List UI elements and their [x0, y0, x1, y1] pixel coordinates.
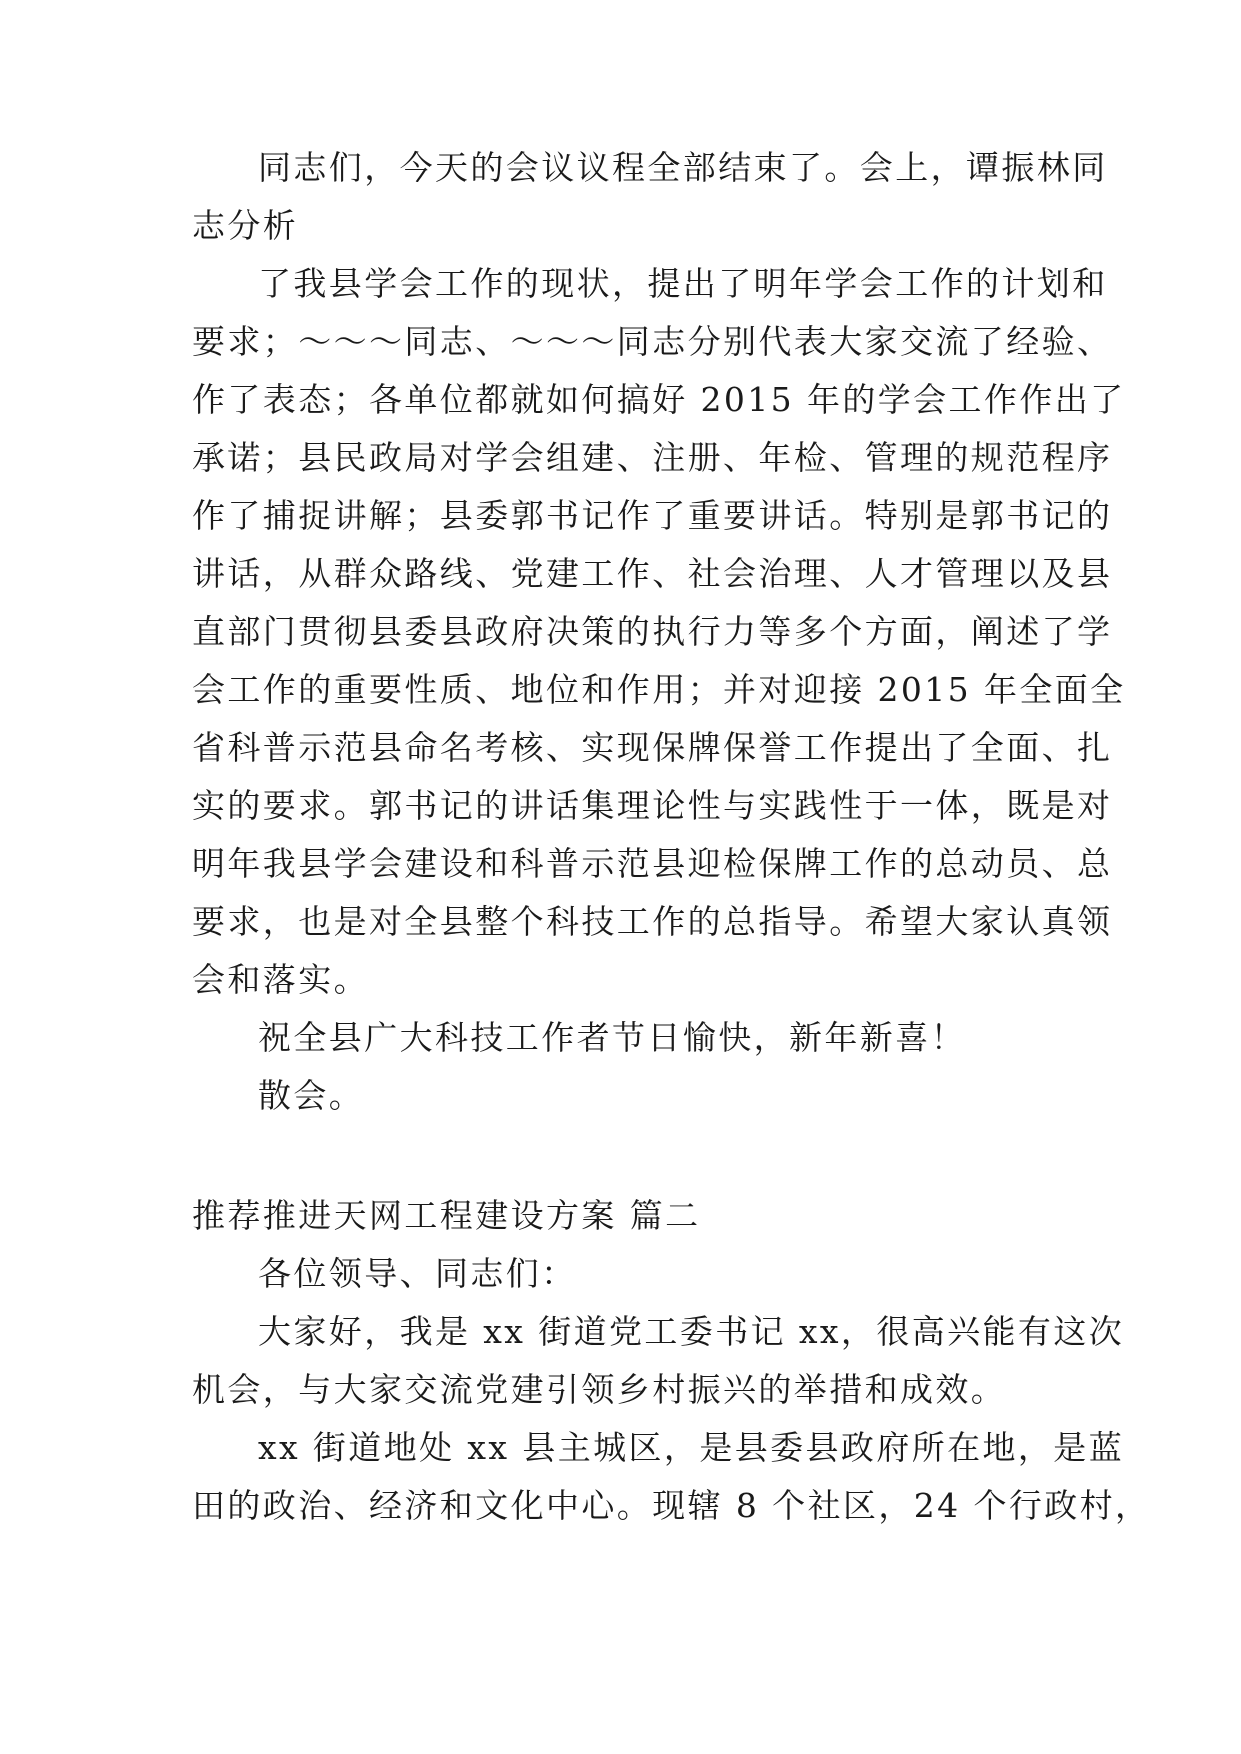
- closing-line: 散会。: [258, 1076, 365, 1115]
- paragraph-line: 明年我县学会建设和科普示范县迎检保牌工作的总动员、总: [192, 844, 1113, 883]
- paragraph-line: xx 街道地处 xx 县主城区，是县委县政府所在地，是蓝: [258, 1428, 1125, 1467]
- section-heading: 推荐推进天网工程建设方案 篇二: [192, 1196, 701, 1235]
- paragraph-line: 机会，与大家交流党建引领乡村振兴的举措和成效。: [192, 1370, 1007, 1409]
- paragraph-line: 会和落实。: [192, 960, 369, 999]
- paragraph-line: 会工作的重要性质、地位和作用；并对迎接 2015 年全面全: [192, 670, 1126, 709]
- paragraph-line: 直部门贯彻县委县政府决策的执行力等多个方面，阐述了学: [192, 612, 1113, 651]
- paragraph-line: 田的政治、经济和文化中心。现辖 8 个社区，24 个行政村，: [192, 1486, 1151, 1525]
- paragraph-line: 了我县学会工作的现状，提出了明年学会工作的计划和: [258, 264, 1108, 303]
- paragraph-line: 大家好，我是 xx 街道党工委书记 xx，很高兴能有这次: [258, 1312, 1125, 1351]
- paragraph-line: 省科普示范县命名考核、实现保牌保誉工作提出了全面、扎: [192, 728, 1113, 767]
- paragraph-line: 实的要求。郭书记的讲话集理论性与实践性于一体，既是对: [192, 786, 1113, 825]
- paragraph-line: 作了表态；各单位都就如何搞好 2015 年的学会工作作出了: [192, 380, 1126, 419]
- paragraph-line: 作了捕捉讲解；县委郭书记作了重要讲话。特别是郭书记的: [192, 496, 1113, 535]
- paragraph-line: 要求；～～～同志、～～～同志分别代表大家交流了经验、: [192, 322, 1113, 361]
- salutation-line: 各位领导、同志们：: [258, 1254, 577, 1293]
- paragraph-line: 同志们，今天的会议议程全部结束了。会上，谭振林同: [258, 148, 1108, 187]
- paragraph-line: 承诺；县民政局对学会组建、注册、年检、管理的规范程序: [192, 438, 1113, 477]
- paragraph-line: 讲话，从群众路线、党建工作、社会治理、人才管理以及县: [192, 554, 1113, 593]
- paragraph-line: 祝全县广大科技工作者节日愉快，新年新喜！: [258, 1018, 966, 1057]
- paragraph-line: 志分析: [192, 206, 299, 245]
- paragraph-line: 要求，也是对全县整个科技工作的总指导。希望大家认真领: [192, 902, 1113, 941]
